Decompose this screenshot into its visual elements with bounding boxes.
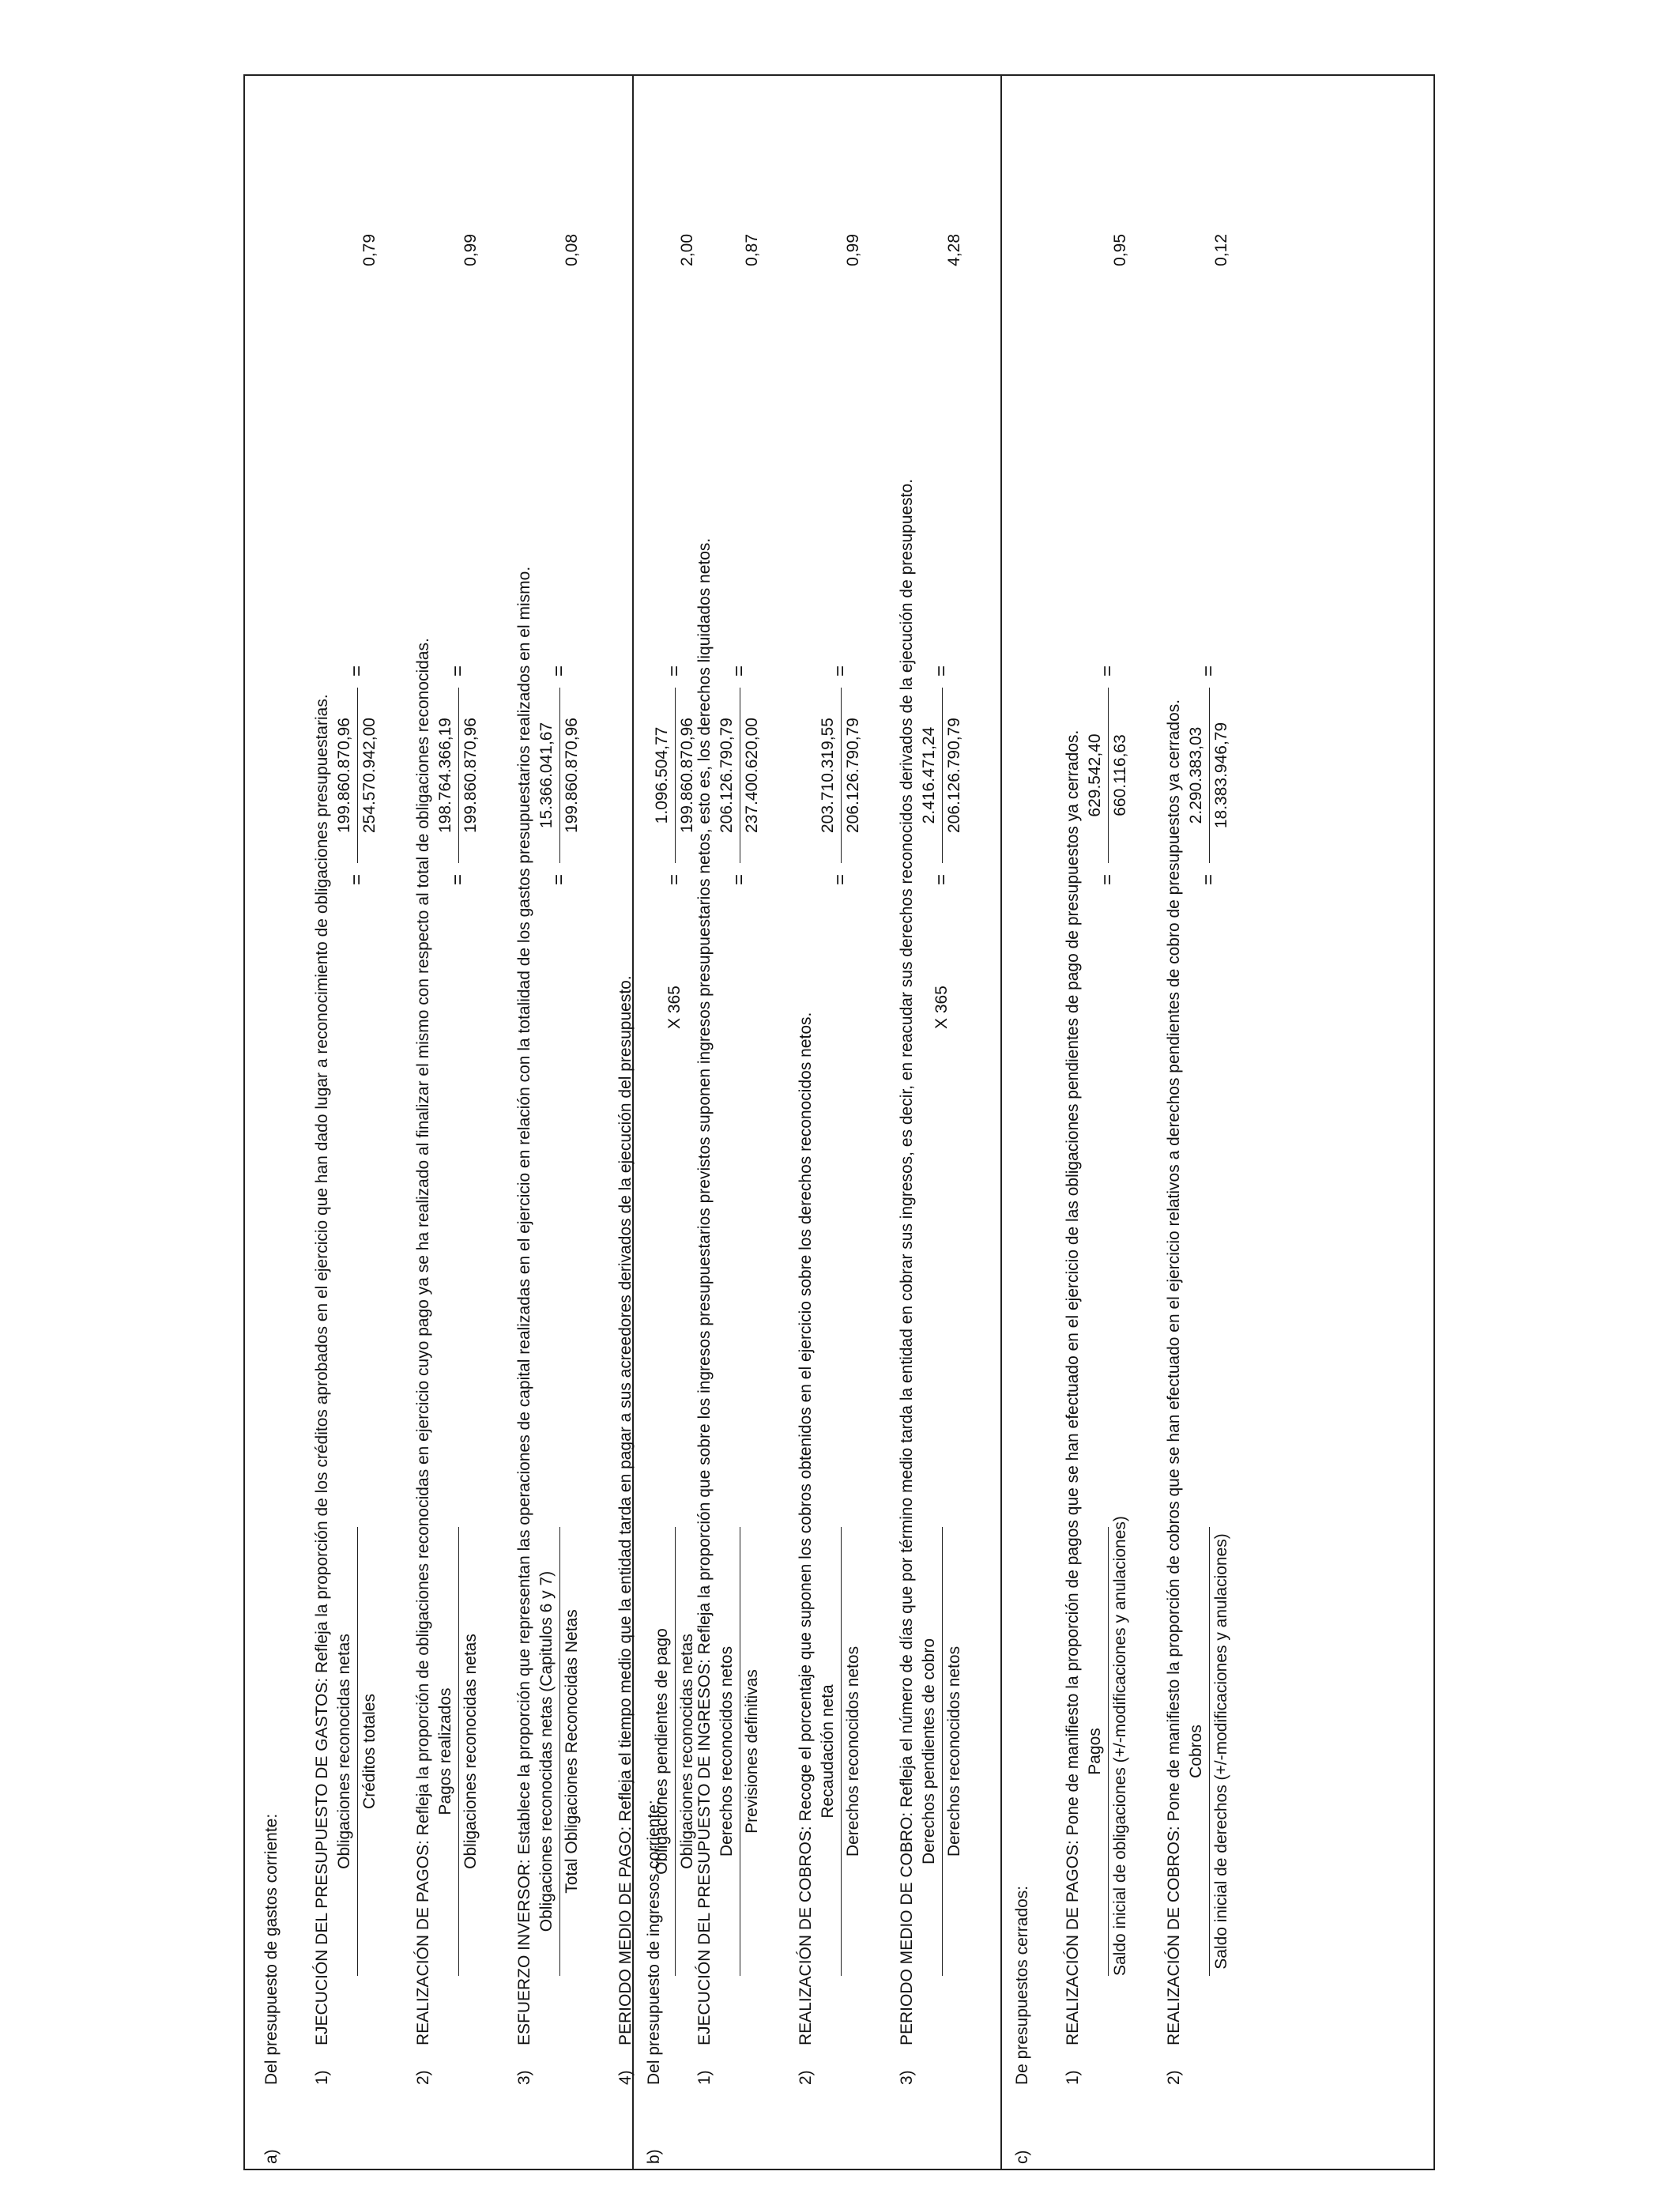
fraction-bar bbox=[675, 1527, 676, 1976]
denominator-label: Créditos totales bbox=[360, 1694, 379, 1809]
equals-sign: = bbox=[346, 874, 367, 886]
section-a-title: Del presupuesto de gastos corriente: bbox=[262, 1813, 281, 2085]
numerator-label: Obligaciones reconocidas netas bbox=[335, 1634, 353, 1869]
fraction-bar bbox=[841, 1527, 842, 1976]
item-number: 2) bbox=[1165, 2070, 1183, 2085]
fraction-bar bbox=[458, 1527, 459, 1976]
result-value: 0,95 bbox=[1111, 234, 1129, 266]
value-fraction-bar bbox=[357, 688, 358, 863]
numerator-label: Obligaciones reconocidas netas (Capitulos 6 y 7) bbox=[537, 1570, 556, 1932]
numerator-value: 203.710.319,55 bbox=[819, 718, 837, 833]
equals-sign: = bbox=[548, 665, 570, 677]
result-value: 0,08 bbox=[563, 234, 581, 266]
denominator-label: Saldo inicial de obligaciones (+/-modificaciones y anulaciones) bbox=[1111, 1516, 1129, 1976]
equals-sign: = bbox=[1198, 874, 1219, 886]
item-heading: REALIZACIÓN DE PAGOS: Refleja la proporción de obligaciones reconocidas en ejercicio cuyo pago ya se ha realizado al finalizar el mismo con respecto al total de obligaciones reconocidas. bbox=[414, 638, 432, 2045]
section-c-title: De presupuestos cerrados: bbox=[1013, 1885, 1031, 2085]
item-number: 3) bbox=[898, 2070, 916, 2085]
value-fraction-bar bbox=[841, 688, 842, 863]
equals-sign: = bbox=[447, 874, 469, 886]
numerator-value: 629.542,40 bbox=[1086, 733, 1104, 817]
item-heading: REALIZACIÓN DE PAGOS: Pone de manifiesto la proporción de pagos que se han efectuado en el ejercicio de las obligaciones pendientes de pago de presupuestos ya cerrados. bbox=[1064, 729, 1082, 2045]
equals-sign: = bbox=[729, 665, 750, 677]
result-value: 2,00 bbox=[678, 234, 696, 266]
multiplier: X 365 bbox=[932, 986, 951, 1029]
numerator-label: Derechos reconocidos netos bbox=[718, 1646, 736, 1857]
equals-sign: = bbox=[931, 665, 952, 677]
numerator-label: Recaudación neta bbox=[819, 1684, 837, 1819]
equals-sign: = bbox=[830, 874, 851, 886]
fraction-bar bbox=[1209, 1527, 1210, 1976]
item-number: 2) bbox=[414, 2070, 432, 2085]
multiplier: X 365 bbox=[665, 986, 684, 1029]
denominator-label: Saldo inicial de derechos (+/-modificaciones y anulaciones) bbox=[1212, 1533, 1230, 1970]
section-c-letter: c) bbox=[1013, 2150, 1031, 2164]
denominator-value: 199.860.870,96 bbox=[678, 718, 696, 833]
equals-sign: = bbox=[346, 665, 367, 677]
fraction-bar bbox=[357, 1527, 358, 1976]
item-heading: EJECUCIÓN DEL PRESUPUESTO DE INGRESOS: Refleja la proporción que sobre los ingresos presupuestarios previstos suponen ingresos presupuestarios netos, esto es, los derechos liquidados netos. bbox=[695, 537, 714, 2045]
rotated-page bbox=[0, 47, 1230, 2194]
result-value: 0,87 bbox=[743, 234, 761, 266]
numerator-value: 206.126.790,79 bbox=[718, 718, 736, 833]
equals-sign: = bbox=[664, 874, 685, 886]
denominator-value: 199.860.870,96 bbox=[461, 718, 480, 833]
denominator-label: Derechos reconocidos netos bbox=[844, 1646, 862, 1857]
denominator-value: 237.400.620,00 bbox=[743, 718, 761, 833]
numerator-value: 2.290.383,03 bbox=[1187, 726, 1205, 824]
numerator-value: 1.096.504,77 bbox=[653, 726, 671, 824]
equals-sign: = bbox=[664, 665, 685, 677]
result-value: 0,99 bbox=[844, 234, 862, 266]
item-number: 1) bbox=[695, 2070, 714, 2085]
denominator-value: 206.126.790,79 bbox=[945, 718, 963, 833]
numerator-label: Pagos bbox=[1086, 1728, 1104, 1775]
section-b-letter: b) bbox=[645, 2149, 663, 2164]
equals-sign: = bbox=[931, 874, 952, 886]
section-a-letter: a) bbox=[262, 2149, 281, 2164]
denominator-value: 18.383.946,79 bbox=[1212, 722, 1230, 829]
denominator-label: Obligaciones reconocidas netas bbox=[461, 1634, 480, 1869]
item-heading: REALIZACIÓN DE COBROS: Recoge el porcentaje que suponen los cobros obtenidos en el ejercicio sobre los derechos reconocidos netos. bbox=[797, 1012, 815, 2045]
denominator-label: Obligaciones reconocidas netas bbox=[678, 1634, 696, 1869]
equals-sign: = bbox=[447, 665, 469, 677]
denominator-value: 199.860.870,96 bbox=[563, 718, 581, 833]
value-fraction-bar bbox=[1108, 688, 1109, 863]
item-heading: EJECUCIÓN DEL PRESUPUESTO DE GASTOS: Refleja la proporción de los créditos aprobados en el ejercicio que han dado lugar a reconocimiento de obligaciones presupuestarias. bbox=[313, 694, 331, 2045]
item-number: 1) bbox=[313, 2070, 331, 2085]
result-value: 0,12 bbox=[1212, 234, 1230, 266]
result-value: 0,99 bbox=[461, 234, 480, 266]
section-divider-b-c bbox=[1000, 74, 1002, 2170]
numerator-label: Cobros bbox=[1187, 1725, 1205, 1778]
value-fraction-bar bbox=[458, 688, 459, 863]
numerator-value: 198.764.366,19 bbox=[436, 718, 454, 833]
section-b-title: Del presupuesto de ingresos corriente: bbox=[645, 1800, 663, 2085]
item-heading: REALIZACIÓN DE COBROS: Pone de manifiesto la proporción de cobros que se han efectuado en el ejercicio relativos a derechos pendientes de cobro de presupuestos ya cerrados. bbox=[1165, 699, 1183, 2045]
value-fraction-bar bbox=[559, 688, 560, 863]
value-fraction-bar bbox=[1209, 688, 1210, 863]
denominator-label: Previsiones definitivas bbox=[743, 1669, 761, 1834]
item-number: 2) bbox=[797, 2070, 815, 2085]
equals-sign: = bbox=[1198, 665, 1219, 677]
equals-sign: = bbox=[1097, 874, 1118, 886]
item-number: 3) bbox=[515, 2070, 533, 2085]
equals-sign: = bbox=[729, 874, 750, 886]
denominator-value: 660.116,63 bbox=[1111, 734, 1129, 816]
numerator-value: 199.860.870,96 bbox=[335, 718, 353, 833]
equals-sign: = bbox=[1097, 665, 1118, 677]
equals-sign: = bbox=[548, 874, 570, 886]
item-heading: ESFUERZO INVERSOR: Establece la proporción que representan las operaciones de capital realizadas en el ejercicio en relación con la totalidad de los gastos presupuestarios realizados en el mismo. bbox=[515, 566, 533, 2045]
denominator-value: 254.570.942,00 bbox=[360, 718, 379, 833]
item-heading: PERIODO MEDIO DE COBRO: Refleja el número de días que por término medio tarda la entidad en cobrar sus ingresos, es decir, en reacudar sus derechos reconocidos derivados de la ejecución de presupuesto. bbox=[898, 478, 916, 2045]
fraction-bar bbox=[559, 1527, 560, 1976]
numerator-value: 15.366.041,67 bbox=[537, 722, 556, 829]
fraction-bar bbox=[942, 1527, 943, 1976]
equals-sign: = bbox=[830, 665, 851, 677]
item-number: 4) bbox=[616, 2070, 635, 2085]
item-number: 1) bbox=[1064, 2070, 1082, 2085]
numerator-label: Derechos pendientes de cobro bbox=[920, 1638, 938, 1865]
denominator-label: Derechos reconocidos netos bbox=[945, 1646, 963, 1857]
item-heading: PERIODO MEDIO DE PAGO: Refleja el tiempo medio que la entidad tarda en pagar a sus acreedores derivados de la ejecución del presupuesto. bbox=[616, 975, 635, 2045]
denominator-label: Total Obligaciones Reconocidas Netas bbox=[563, 1609, 581, 1894]
numerator-label: Obligaciones pendientes de pago bbox=[653, 1628, 671, 1875]
numerator-label: Pagos realizados bbox=[436, 1687, 454, 1815]
result-value: 0,79 bbox=[360, 234, 379, 266]
fraction-bar bbox=[1108, 1527, 1109, 1976]
denominator-value: 206.126.790,79 bbox=[844, 718, 862, 833]
value-fraction-bar bbox=[942, 688, 943, 863]
numerator-value: 2.416.471,24 bbox=[920, 726, 938, 824]
result-value: 4,28 bbox=[945, 234, 963, 266]
value-fraction-bar bbox=[675, 688, 676, 863]
